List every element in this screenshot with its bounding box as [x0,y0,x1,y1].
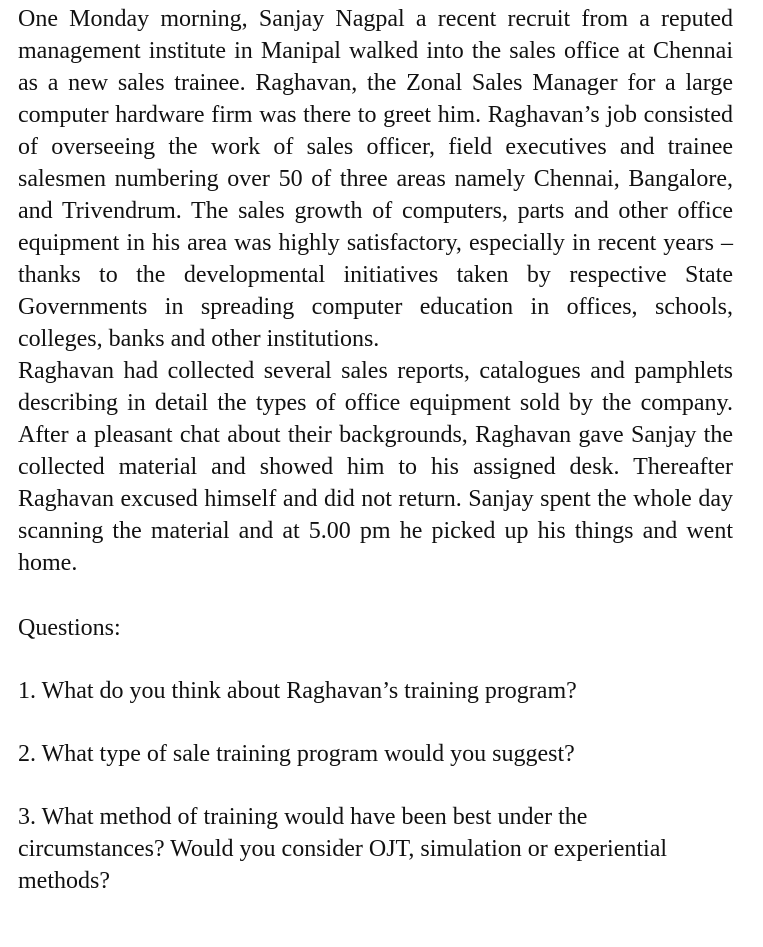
question-2: 2. What type of sale training program would you suggest? [18,741,575,767]
question-1: 1. What do you think about Raghavan’s training program? [18,678,577,704]
case-paragraph-1: One Monday morning, Sanjay Nagpal a recent recruit from a reputed management institute in Manipal walked into the sales office at Chennai as a new sales trainee. Raghavan, the Zonal Sales Manager for a large computer hardware firm was there to greet him. Raghavan’s job consisted of overseeing the work of sales officer, field executives and trainee salesmen numbering over 50 of three areas namely Chennai, Bangalore, and Trivendrum. The sales growth of computers, parts and other office equipment in his area was highly satisfactory, especially in recent years – thanks to the developmental initiatives taken by respective State Governments in spreading computer education in offices, schools, colleges, banks and other institutions. [18,6,733,352]
question-3: 3. What method of training would have been best under the circumstances? Would you consider OJT, simulation or experiential methods? [18,804,668,894]
case-paragraph-2: Raghavan had collected several sales reports, catalogues and pamphlets describing in detail the types of office equipment sold by the company. After a pleasant chat about their backgrounds, Raghavan gave Sanjay the collected material and showed him to his assigned desk. Thereafter Raghavan excused himself and did not return. Sanjay spent the whole day scanning the material and at 5.00 pm he picked up his things and went home. [18,358,733,576]
questions-heading: Questions: [18,615,121,641]
